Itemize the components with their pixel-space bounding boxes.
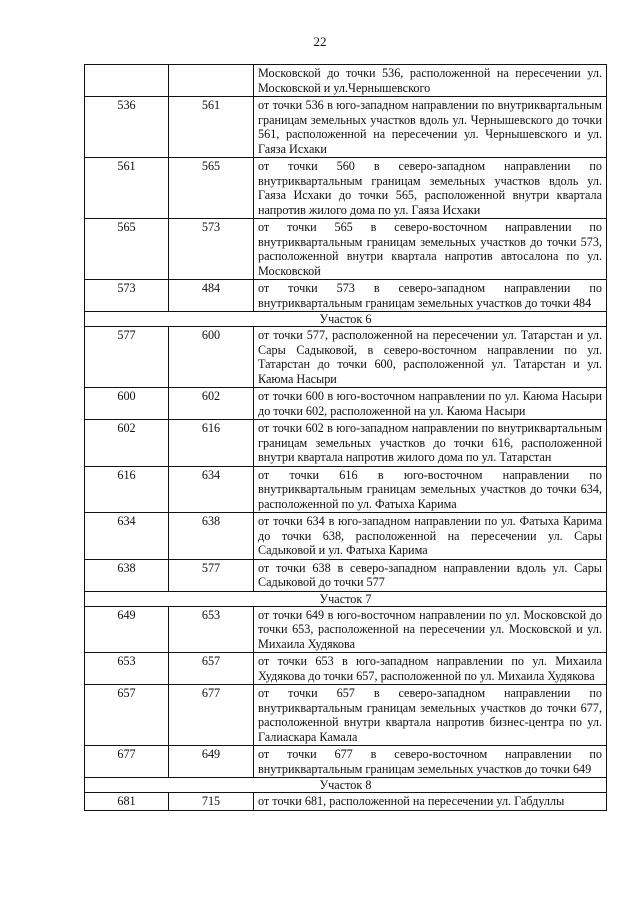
description-cell: от точки 638 в северо-западном направлении вдоль ул. Сары Садыковой до точки 577 [254, 559, 607, 591]
description-cell: от точки 600 в юго-восточном направлении по ул. Каюма Насыри до точки 602, расположенной на ул. Каюма Насыри [254, 388, 607, 420]
section-title: Участок 7 [85, 591, 607, 606]
page-number: 22 [313, 34, 327, 49]
table-row [85, 388, 607, 420]
to-point-cell: 657 [169, 653, 254, 685]
section-title: Участок 8 [85, 778, 607, 793]
boundary-table-body [85, 65, 607, 811]
table-row [85, 420, 607, 467]
description-cell: от точки 681, расположенной на пересечении ул. Габдуллы [254, 793, 607, 811]
table-row [85, 793, 607, 811]
to-point-cell [169, 65, 254, 97]
to-point-cell: 677 [169, 685, 254, 746]
from-point-cell: 565 [85, 219, 169, 280]
from-point-cell: 573 [85, 280, 169, 312]
table-row [85, 606, 607, 653]
from-point-cell: 600 [85, 388, 169, 420]
from-point-cell [85, 65, 169, 97]
to-point-cell: 649 [169, 746, 254, 778]
table-row [85, 327, 607, 388]
from-point-cell: 616 [85, 466, 169, 513]
from-point-cell: 577 [85, 327, 169, 388]
to-point-cell: 577 [169, 559, 254, 591]
section-title: Участок 6 [85, 312, 607, 327]
to-point-cell: 638 [169, 513, 254, 560]
description-cell: от точки 634 в юго-западном направлении по ул. Фатыха Карима до точки 638, расположенной на пересечении ул. Сары Садыковой и ул. Фатыха Карима [254, 513, 607, 560]
to-point-cell: 573 [169, 219, 254, 280]
table-row [85, 685, 607, 746]
table-row [85, 466, 607, 513]
description-cell: от точки 536 в юго-западном направлении по внутриквартальным границам земельных участков вдоль ул. Чернышевского до точки 561, расположенной на пересечении ул. Чернышевского и ул. Гаяза Исхаки [254, 97, 607, 158]
description-cell: от точки 560 в северо-западном направлении по внутриквартальным границам земельных участков вдоль ул. Гаяза Исхаки до точки 565, расположенной внутри квартала напротив жилого дома по ул. Гаяза Исхаки [254, 158, 607, 219]
section-header-row [85, 312, 607, 327]
to-point-cell: 600 [169, 327, 254, 388]
from-point-cell: 657 [85, 685, 169, 746]
from-point-cell: 638 [85, 559, 169, 591]
table-row [85, 559, 607, 591]
description-cell: от точки 602 в юго-западном направлении по внутриквартальным границам земельных участков до точки 616, расположенной внутри квартала напротив жилого дома по ул. Татарстан [254, 420, 607, 467]
table-row [85, 653, 607, 685]
description-cell: от точки 577, расположенной на пересечении ул. Татарстан и ул. Сары Садыковой, в северо-восточном направлении по ул. Татарстан до точки 600, расположенной ул. Татарстан и ул. Каюма Насыри [254, 327, 607, 388]
to-point-cell: 634 [169, 466, 254, 513]
description-cell: от точки 616 в юго-восточном направлении по внутриквартальным границам земельных участков до точки 634, расположенной по ул. Фатыха Карима [254, 466, 607, 513]
from-point-cell: 653 [85, 653, 169, 685]
to-point-cell: 616 [169, 420, 254, 467]
description-cell: Московской до точки 536, расположенной на пересечении ул. Московской и ул.Чернышевского [254, 65, 607, 97]
table-row [85, 97, 607, 158]
from-point-cell: 536 [85, 97, 169, 158]
description-cell: от точки 565 в северо-восточном направлении по внутриквартальным границам земельных участков до точки 573, расположенной внутри квартала напротив автосалона по ул. Московской [254, 219, 607, 280]
to-point-cell: 602 [169, 388, 254, 420]
from-point-cell: 649 [85, 606, 169, 653]
from-point-cell: 681 [85, 793, 169, 811]
to-point-cell: 565 [169, 158, 254, 219]
description-cell: от точки 573 в северо-западном направлении по внутриквартальным границам земельных участков до точки 484 [254, 280, 607, 312]
table-row [85, 280, 607, 312]
to-point-cell: 561 [169, 97, 254, 158]
description-cell: от точки 653 в юго-западном направлении по ул. Михаила Худякова до точки 657, расположенной по ул. Михаила Худякова [254, 653, 607, 685]
table-row [85, 219, 607, 280]
table-row [85, 513, 607, 560]
table-row [85, 65, 607, 97]
boundary-table [84, 64, 607, 811]
to-point-cell: 484 [169, 280, 254, 312]
section-header-row [85, 591, 607, 606]
from-point-cell: 634 [85, 513, 169, 560]
from-point-cell: 561 [85, 158, 169, 219]
to-point-cell: 715 [169, 793, 254, 811]
table-row [85, 746, 607, 778]
table-row [85, 158, 607, 219]
description-cell: от точки 657 в северо-западном направлении по внутриквартальным границам земельных участков до точки 677, расположенной внутри квартала напротив бизнес-центра по ул. Галиаскара Камала [254, 685, 607, 746]
section-header-row [85, 778, 607, 793]
description-cell: от точки 677 в северо-восточном направлении по внутриквартальным границам земельных участков до точки 649 [254, 746, 607, 778]
description-cell: от точки 649 в юго-восточном направлении по ул. Московской до точки 653, расположенной на пересечении ул. Московской и ул. Михаила Худякова [254, 606, 607, 653]
from-point-cell: 677 [85, 746, 169, 778]
to-point-cell: 653 [169, 606, 254, 653]
from-point-cell: 602 [85, 420, 169, 467]
